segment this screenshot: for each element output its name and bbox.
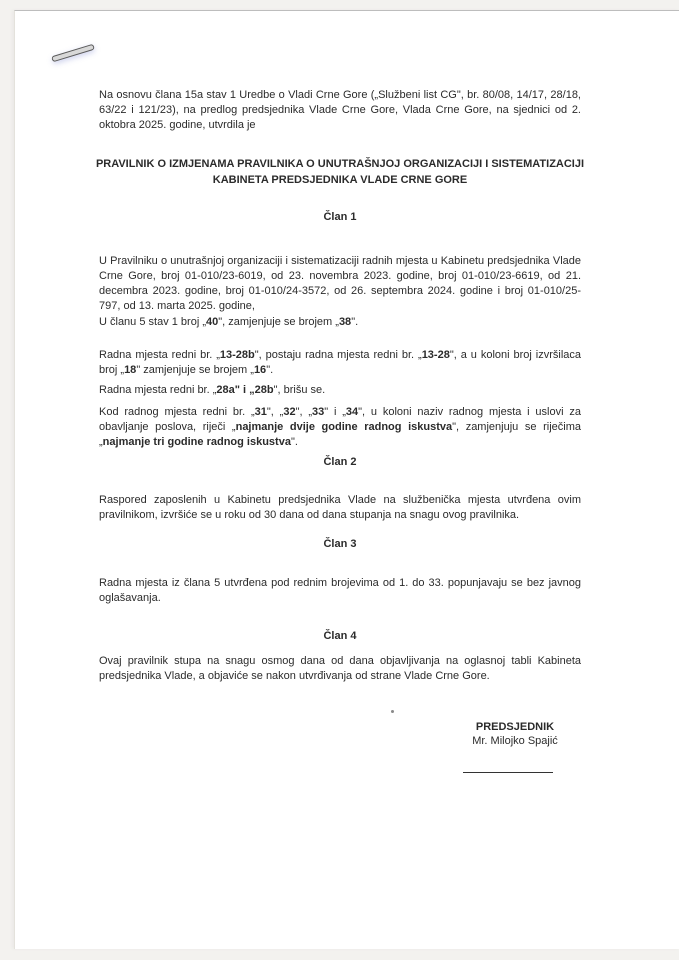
text-run: Radna mjesta redni br. „ bbox=[99, 349, 220, 361]
text-run: Ovaj pravilnik stupa na snagu osmog dana od dana objavljivanja na oglasnoj tabli Kabineta predsjednika Vlade, a objaviće se nakon utvrđivanja od strane Vlade Crne Gore. bbox=[99, 655, 581, 682]
text-run: ". bbox=[290, 436, 298, 448]
text-run: ". bbox=[266, 364, 274, 376]
emphasized-text: 13-28 bbox=[421, 349, 450, 361]
text-run: ", u koloni naziv radnog mjesta i uslovi za obavljanje poslova, riječi „ bbox=[99, 406, 581, 433]
scan-speck bbox=[391, 710, 394, 713]
signature-line bbox=[463, 772, 553, 773]
text-run: ". bbox=[351, 316, 359, 328]
text-run: U članu 5 stav 1 broj „ bbox=[99, 316, 206, 328]
signature-title: PREDSJEDNIK bbox=[475, 721, 555, 733]
signature-name: Mr. Milojko Spajić bbox=[472, 735, 558, 747]
emphasized-text: najmanje tri godine radnog iskustva bbox=[102, 436, 291, 448]
text-run: Radna mjesta iz člana 5 utvrđena pod rednim brojevima od 1. do 33. popunjavaju se bez javnog oglašavanja. bbox=[99, 577, 581, 604]
document-title-line-1: PRAVILNIK O IZMJENAMA PRAVILNIKA O UNUTRAŠNJOJ ORGANIZACIJI I SISTEMATIZACIJI bbox=[95, 158, 585, 170]
emphasized-text: najmanje dvije godine radnog iskustva bbox=[235, 421, 453, 433]
text-run: ", postaju radna mjesta redni br. „ bbox=[254, 349, 422, 361]
article-3-paragraph-1 bbox=[99, 576, 581, 606]
document-page bbox=[14, 10, 679, 949]
article-1-paragraph-2 bbox=[99, 315, 581, 330]
text-run: Radna mjesta redni br. „ bbox=[99, 384, 217, 396]
article-2-heading: Član 2 bbox=[323, 456, 357, 468]
article-1-paragraph-1 bbox=[99, 254, 581, 314]
text-run: ", „ bbox=[295, 406, 313, 418]
text-run: " zamjenjuje se brojem „ bbox=[136, 364, 254, 376]
text-run: ", zamjenjuju se riječima „ bbox=[99, 421, 581, 448]
emphasized-text: 34 bbox=[345, 406, 359, 418]
preamble: Na osnovu člana 15a stav 1 Uredbe o Vladi Crne Gore („Službeni list CG", br. 80/08, 14/17, 28/18, 63/22 i 121/23), na predlog predsjednika Vlade Crne Gore, Vlada Crne Gore, na sjednici od 2. oktobra 2025. godine, utvrdila je bbox=[99, 89, 581, 131]
text-run: ", brišu se. bbox=[273, 384, 326, 396]
staple-mark-icon bbox=[51, 44, 95, 63]
article-4-heading: Član 4 bbox=[323, 630, 357, 642]
emphasized-text: 38 bbox=[338, 316, 352, 328]
text-run: ", zamjenjuje se brojem „ bbox=[218, 316, 339, 328]
text-run: U Pravilniku o unutrašnjoj organizaciji i sistematizaciji radnih mjesta u Kabinetu predsjednika Vlade Crne Gore, broj 01-010/23-6019, od 23. novembra 2023. godine, broj 01-010/23-6619, od 21. decembra 2023. godine, broj 01-010/24-3572, od 26. septembra 2024. godine i broj 01-010/25-797, od 13. marta 2025. godine, bbox=[99, 255, 581, 312]
emphasized-text: 13-28b bbox=[219, 349, 255, 361]
document-title bbox=[86, 156, 594, 188]
emphasized-text: 33 bbox=[312, 406, 325, 418]
article-3-heading: Član 3 bbox=[323, 538, 357, 550]
emphasized-text: 18 bbox=[124, 364, 137, 376]
emphasized-text: 40 bbox=[206, 316, 219, 328]
text-run: Kod radnog mjesta redni br. „ bbox=[99, 406, 255, 418]
emphasized-text: 16 bbox=[253, 364, 267, 376]
article-1-paragraph-4 bbox=[99, 383, 581, 398]
text-run: ", „ bbox=[266, 406, 284, 418]
article-2-paragraph-1 bbox=[99, 493, 581, 523]
article-1-paragraph-5 bbox=[99, 405, 581, 450]
article-4-paragraph-1 bbox=[99, 654, 581, 684]
emphasized-text: 31 bbox=[254, 406, 267, 418]
text-run: " i „ bbox=[324, 406, 346, 418]
text-run: ", a u koloni broj izvršilaca broj „ bbox=[99, 349, 582, 376]
document-title-line-2: KABINETA PREDSJEDNIKA VLADE CRNE GORE bbox=[212, 174, 468, 186]
article-1-paragraph-3 bbox=[99, 348, 581, 378]
emphasized-text: 32 bbox=[283, 406, 296, 418]
text-run: Raspored zaposlenih u Kabinetu predsjednika Vlade na službenička mjesta utvrđena ovim pravilnikom, izvršiće se u roku od 30 dana od dana stupanja na snagu ovog pravilnika. bbox=[99, 494, 581, 521]
emphasized-text: 28a" i „28b bbox=[216, 384, 274, 396]
article-1-heading: Član 1 bbox=[323, 211, 357, 223]
